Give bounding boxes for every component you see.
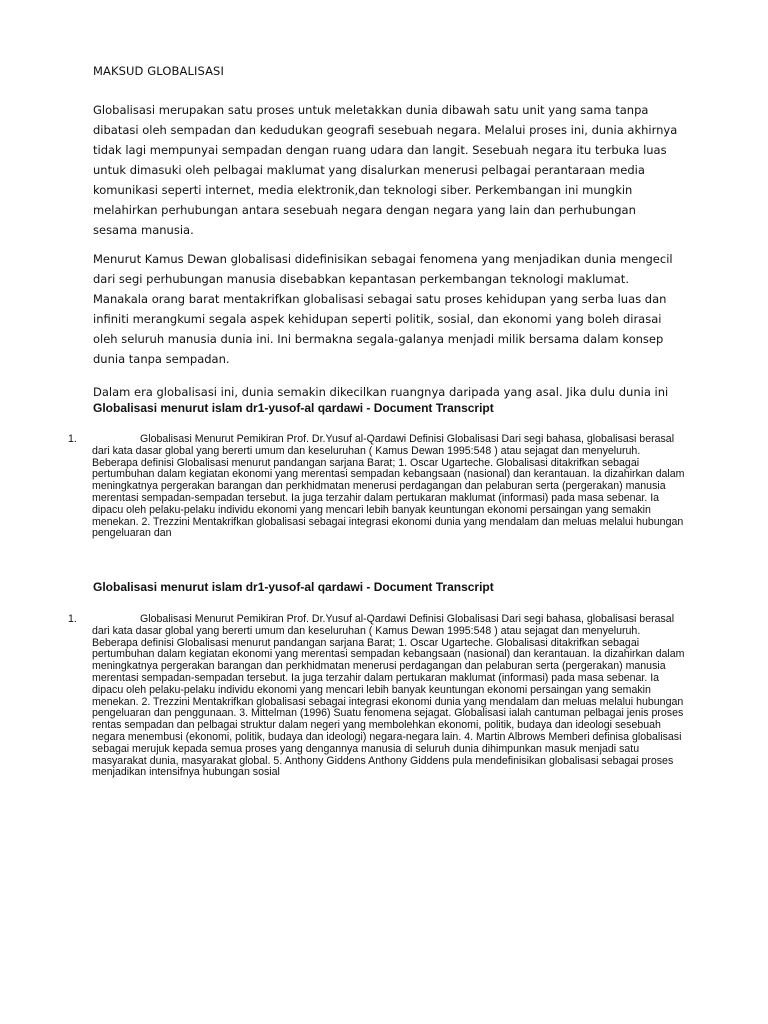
list-item-number: 1. [68,433,77,445]
section-title: Globalisasi menurut islam dr1-yusof-al qardawi - Document Transcript [93,580,494,594]
paragraph-era-globalisasi: Dalam era globalisasi ini, dunia semakin dikecilkan ruangnya daripada yang asal. Jika dulu dunia ini [93,385,669,399]
section-title: Globalisasi menurut islam dr1-yusof-al qardawi - Document Transcript [93,401,494,415]
document-heading: MAKSUD GLOBALISASI [93,64,224,78]
list-item-text: Globalisasi Menurut Pemikiran Prof. Dr.Yusuf al-Qardawi Definisi Globalisasi Dari segi bahasa, globalisasi berasal dari kata dasar global yang bererti umum dan keseluruhan ( Kamus Dewan 1995:548 ) atau sejagat dan menyeluruh. Beberapa definisi Globalisasi menurut pandangan sarjana Barat; 1. Oscar Ugarteche. Globalisasi ditakrifkan sebagai pertumbuhan dalam kegiatan ekonomi yang merentasi sempadan kebangsaan (nasional) dan kerantauan. Ia dizahirkan dalam meningkatnya pergerakan barangan dan perkhidmatan menerusi perdagangan dan pelaburan serta (pergerakan) manusia merentasi sempadan-sempadan tersebut. Ia juga terzahir dalam pertukaran maklumat (informasi) pada masa sebenar. Ia dipacu oleh pelaku-pelaku individu ekonomi yang mencari lebih banyak keuntungan ekonomi persaingan yang semakin menekan. 2. Trezzini Mentakrifkan globalisasi sebagai integrasi ekonomi dunia yang mendalam dan meluas melalui hubungan pengeluaran dan penggunaan. 3. Mittelman (1996) Suatu fenomena sejagat. Globalisasi ialah cantuman pelbagai jenis proses rentas sempadan dan pelbagai struktur dalam negeri yang membolehkan ekonomi, politik, budaya dan ideologi sesebuah negara menembusi (ekonomi, politik, budaya dan ideologi) negara-negara lain. 4. Martin Albrows Memberi definisa globalisasi sebagai merujuk kepada semua proses yang dengannya manusia di seluruh dunia dihimpunkan masuk menjadi satu masyarakat dunia, masyarakat global. 5. Anthony Giddens Anthony Giddens pula mendefinisikan globalisasi sebagai proses menjadikan intensifnya hubungan sosial [92,614,685,779]
text-cutoff-fade [68,790,708,802]
list-item-text: Globalisasi Menurut Pemikiran Prof. Dr.Yusuf al-Qardawi Definisi Globalisasi Dari segi bahasa, globalisasi berasal dari kata dasar global yang bererti umum dan keseluruhan ( Kamus Dewan 1995:548 ) atau sejagat dan menyeluruh. Beberapa definisi Globalisasi menurut pandangan sarjana Barat; 1. Oscar Ugarteche. Globalisasi ditakrifkan sebagai pertumbuhan dalam kegiatan ekonomi yang merentasi sempadan kebangsaan (nasional) dan kerantauan. Ia dizahirkan dalam meningkatnya pergerakan barangan dan perkhidmatan menerusi perdagangan dan pelaburan serta (pergerakan) manusia merentasi sempadan-sempadan tersebut. Ia juga terzahir dalam pertukaran maklumat (informasi) pada masa sebenar. Ia dipacu oleh pelaku-pelaku individu ekonomi yang mencari lebih banyak keuntungan ekonomi persaingan yang semakin menekan. 2. Trezzini Mentakrifkan globalisasi sebagai integrasi ekonomi dunia yang mendalam dan meluas melalui hubungan pengeluaran dan [92,433,685,540]
paragraph-intro: Globalisasi merupakan satu proses untuk meletakkan dunia dibawah satu unit yang sama tanpa dibatasi oleh sempadan dan kedudukan geografi sesebuah negara. Melalui proses ini, dunia akhirnya tidak lagi mempunyai sempadan dengan ruang udara dan langit. Sesebuah negara itu terbuka luas untuk dimasuki oleh pelbagai maklumat yang disalurkan menerusi pelbagai perantaraan media komunikasi seperti internet, media elektronik,dan teknologi siber. Perkembangan ini mungkin melahirkan perhubungan antara sesebuah negara dengan negara yang lain dan perhubungan sesama manusia. [93,103,678,237]
paragraph-kamus-dewan: Menurut Kamus Dewan globalisasi didefinisikan sebagai fenomena yang menjadikan dunia mengecil dari segi perhubungan manusia disebabkan kepantasan perkembangan teknologi maklumat. Manakala orang barat mentakrifkan globalisasi sebagai satu proses kehidupan yang serba luas dan infiniti merangkumi segala aspek kehidupan seperti politik, sosial, dan ekonomi yang boleh dirasai oleh seluruh manusia dunia ini. Ini bermakna segala-galanya menjadi milik bersama dalam konsep dunia tanpa sempadan. [93,252,673,366]
list-item-number: 1. [68,614,77,625]
list-item [68,434,688,540]
list-item [68,614,688,800]
